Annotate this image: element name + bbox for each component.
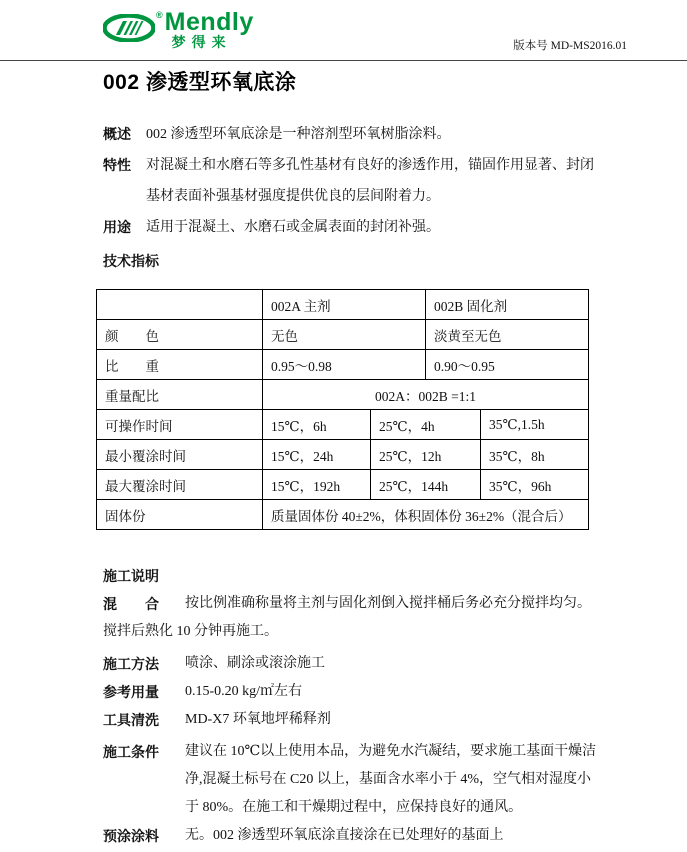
cell-value: 淡黄至无色 (426, 320, 589, 350)
table-row-header (97, 290, 589, 320)
spec-table (96, 289, 589, 530)
table-row-pot-life (97, 410, 589, 440)
table-row-ratio (97, 380, 589, 410)
specs-heading: 技术指标 (103, 253, 159, 269)
overview-row (103, 119, 595, 150)
cell-value: 002A：002B =1:1 (263, 380, 589, 410)
method-label: 施工方法 (103, 656, 159, 672)
cleaning-label: 工具清洗 (103, 712, 159, 728)
logo-text (165, 10, 254, 50)
cell-value: 质量固体份 40±2%，体积固体份 36±2%（混合后） (263, 500, 589, 530)
dosage-row (103, 678, 597, 706)
features-text: 对混凝土和水磨石等多孔性基材有良好的渗透作用，锚固作用显著、封闭基材表面补强基材强度提供优良的层间附着力。 (146, 158, 594, 204)
mixing-continuation: 搅拌后熟化 10 分钟再施工。 (103, 624, 278, 639)
header-divider (0, 60, 687, 61)
registered-mark: ® (156, 10, 163, 20)
application-heading: 施工说明 (103, 568, 159, 584)
page-title: 002 渗透型环氧底涂 (103, 71, 297, 94)
cell-value: 15℃，24h (263, 440, 371, 470)
cleaning-row (103, 706, 597, 734)
application-section (103, 562, 597, 850)
cell-label: 固体份 (97, 500, 263, 530)
cell-label: 颜 色 (97, 320, 263, 350)
cell-value: 25℃，144h (371, 470, 481, 500)
cell-value: 25℃，4h (371, 410, 481, 440)
cell-label: 可操作时间 (97, 410, 263, 440)
mixing-row (103, 590, 597, 618)
dosage-label: 参考用量 (103, 684, 159, 700)
cell-value: 35℃，96h (481, 470, 589, 500)
conditions-text: 建议在 10℃以上使用本品，为避免水汽凝结，要求施工基面干燥洁净,混凝土标号在 C20 以上，基面含水率小于 4%，空气相对湿度小于 80%。在施工和干燥期过程中，应保持良好的通风。 (185, 744, 597, 815)
cell-label: 最大覆涂时间 (97, 470, 263, 500)
table-row-min-recoat (97, 440, 589, 470)
overview-label: 概述 (103, 126, 131, 142)
conditions-row (103, 738, 597, 822)
mixing-label: 混 合 (103, 596, 159, 612)
usage-label: 用途 (103, 219, 131, 235)
cell-value: 35℃，8h (481, 440, 589, 470)
cell-value: 0.90～0.95 (426, 350, 589, 380)
dosage-text: 0.15-0.20 kg/㎡左右 (185, 684, 303, 699)
precoat-row (103, 822, 597, 850)
usage-row (103, 212, 595, 243)
logo (103, 10, 254, 50)
cell-value: 0.95～0.98 (263, 350, 426, 380)
usage-text: 适用于混凝土、水磨石或金属表面的封闭补强。 (146, 220, 440, 235)
brand-name: Mendly (164, 8, 254, 36)
table-row-color (97, 320, 589, 350)
logo-monogram-icon (103, 14, 155, 42)
cell-col-a-header: 002A 主剂 (263, 290, 426, 320)
brand-name-chinese: 梦得来 (171, 34, 232, 50)
cell-value: 25℃，12h (371, 440, 481, 470)
cleaning-text: MD-X7 环氧地坪稀释剂 (185, 712, 331, 727)
cell-label: 最小覆涂时间 (97, 440, 263, 470)
method-row (103, 650, 597, 678)
cell-col-b-header: 002B 固化剂 (426, 290, 589, 320)
conditions-label: 施工条件 (103, 744, 159, 760)
table-row-gravity (97, 350, 589, 380)
features-row (103, 150, 595, 212)
overview-text: 002 渗透型环氧底涂是一种溶剂型环氧树脂涂料。 (146, 127, 451, 142)
version-number: 版本号 MD-MS2016.01 (513, 40, 627, 52)
mixing-text: 按比例准确称量将主剂与固化剂倒入搅拌桶后务必充分搅拌均匀。 (185, 596, 591, 611)
cell-value: 35℃,1.5h (481, 410, 589, 440)
cell-empty (97, 290, 263, 320)
method-text: 喷涂、刷涂或滚涂施工 (185, 656, 325, 671)
features-label: 特性 (103, 157, 131, 173)
cell-label: 重量配比 (97, 380, 263, 410)
precoat-text: 无。002 渗透型环氧底涂直接涂在已处理好的基面上 (185, 828, 504, 843)
precoat-label: 预涂涂料 (103, 828, 159, 844)
cell-label: 比 重 (97, 350, 263, 380)
table-row-solids (97, 500, 589, 530)
cell-value: 15℃，6h (263, 410, 371, 440)
table-row-max-recoat (97, 470, 589, 500)
cell-value: 无色 (263, 320, 426, 350)
cell-value: 15℃，192h (263, 470, 371, 500)
intro-section (103, 119, 595, 277)
